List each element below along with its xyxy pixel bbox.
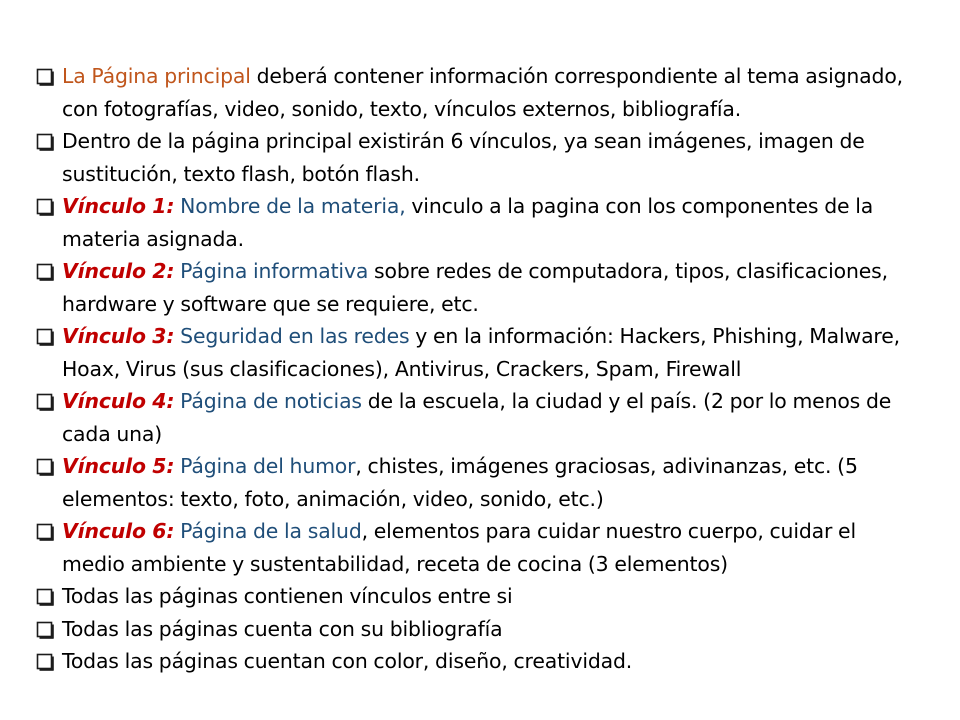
list-item	[36, 125, 916, 190]
link-label: Vínculo 4:	[62, 389, 175, 413]
link-label: Vínculo 3:	[62, 324, 175, 348]
item-text: y en la información: Hackers, Phishing, Malware, Hoax, Virus (sus clasificaciones), Antivirus, Crackers, Spam, Firewall	[62, 324, 900, 381]
list-item	[36, 320, 916, 385]
link-label: Vínculo 5:	[62, 454, 175, 478]
item-highlight: Página del humor	[174, 454, 356, 478]
item-text: , elementos para cuidar nuestro cuerpo, cuidar el medio ambiente y sustentabilidad, receta de cocina (3 elementos)	[62, 519, 856, 576]
checkbox-icon	[36, 68, 54, 86]
link-label: Vínculo 6:	[62, 519, 175, 543]
checkbox-icon	[36, 133, 54, 151]
list-item	[36, 515, 916, 580]
link-label: Vínculo 1:	[62, 194, 175, 218]
checkbox-icon	[36, 523, 54, 541]
item-highlight: Página informativa	[174, 259, 369, 283]
list-item	[36, 580, 916, 613]
checkbox-icon	[36, 653, 54, 671]
item-text: sobre redes de computadora, tipos, clasificaciones, hardware y software que se requiere, etc.	[62, 259, 888, 316]
item-text: de la escuela, la ciudad y el país. (2 por lo menos de cada una)	[62, 389, 892, 446]
item-text: Dentro de la página principal existirán 6 vínculos, ya sean imágenes, imagen de sustitución, texto flash, botón flash.	[62, 129, 865, 186]
item-highlight: Página de la salud	[174, 519, 362, 543]
checkbox-icon	[36, 328, 54, 346]
item-highlight: Nombre de la materia,	[174, 194, 406, 218]
item-highlight: La Página principal	[62, 64, 251, 88]
list-item	[36, 645, 916, 678]
link-label: Vínculo 2:	[62, 259, 175, 283]
item-text: Todas las páginas contienen vínculos entre si	[62, 584, 513, 608]
checkbox-icon	[36, 263, 54, 281]
checkbox-icon	[36, 393, 54, 411]
item-text: vinculo a la pagina con los componentes de la materia asignada.	[62, 194, 874, 251]
list-item	[36, 190, 916, 255]
item-highlight: Seguridad en las redes	[174, 324, 410, 348]
checkbox-icon	[36, 198, 54, 216]
checkbox-icon	[36, 458, 54, 476]
list-item	[36, 255, 916, 320]
list-item	[36, 385, 916, 450]
requirements-list	[36, 60, 916, 678]
item-text: deberá contener información correspondiente al tema asignado, con fotografías, video, sonido, texto, vínculos externos, bibliografía.	[62, 64, 903, 121]
checkbox-icon	[36, 588, 54, 606]
item-text: Todas las páginas cuenta con su bibliografía	[62, 616, 503, 641]
checkbox-icon	[36, 621, 54, 639]
item-text: Todas las páginas cuentan con color, diseño, creatividad.	[62, 649, 633, 673]
list-item	[36, 450, 916, 515]
item-highlight: Página de noticias	[174, 389, 362, 413]
list-item	[36, 613, 916, 646]
list-item	[36, 60, 916, 125]
item-text: , chistes, imágenes graciosas, adivinanzas, etc. (5 elementos: texto, foto, animación, video, sonido, etc.)	[62, 454, 858, 511]
